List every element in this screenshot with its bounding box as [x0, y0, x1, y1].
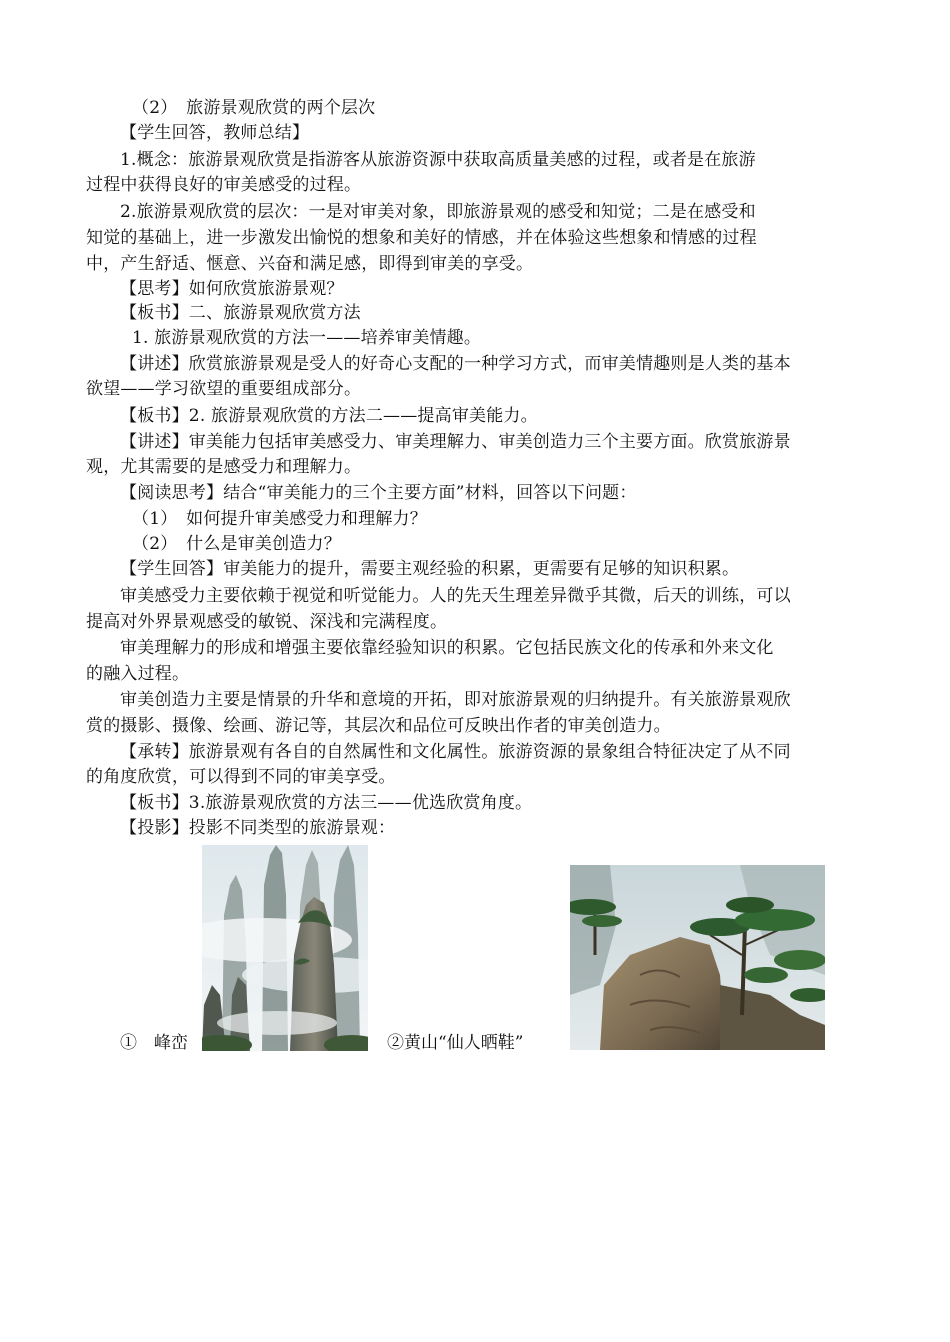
- text-line: 【板书】2. 旅游景观欣赏的方法二——提高审美能力。: [120, 406, 538, 426]
- figure-caption-1: ① 峰峦: [120, 1033, 188, 1053]
- text-line: 【投影】投影不同类型的旅游景观：: [120, 818, 396, 838]
- text-line: 【学生回答】审美能力的提升，需要主观经验的积累，更需要有足够的知识积累。: [120, 559, 740, 579]
- text-line: 【思考】如何欣赏旅游景观？: [120, 279, 344, 299]
- text-line: 【学生回答，教师总结】: [120, 123, 310, 143]
- text-line: 知觉的基础上，进一步激发出愉悦的想象和美好的情感，并在体验这些想象和情感的过程: [86, 228, 757, 248]
- text-line: （2） 旅游景观欣赏的两个层次: [132, 98, 376, 118]
- text-line: （1） 如何提升审美感受力和理解力？: [132, 509, 427, 529]
- figure-caption-2: ②黄山“仙人晒鞋”: [387, 1033, 524, 1053]
- text-line: 2.旅游景观欣赏的层次：一是对审美对象，即旅游景观的感受和知觉；二是在感受和: [120, 202, 756, 222]
- text-line: 1.概念：旅游景观欣赏是指游客从旅游资源中获取高质量美感的过程，或者是在旅游: [120, 150, 756, 170]
- text-line: 审美理解力的形成和增强主要依靠经验知识的积累。它包括民族文化的传承和外来文化: [120, 638, 774, 658]
- text-line: 的融入过程。: [86, 664, 190, 684]
- text-line: 赏的摄影、摄像、绘画、游记等，其层次和品位可反映出作者的审美创造力。: [86, 716, 671, 736]
- text-line: 【承转】旅游景观有各自的自然属性和文化属性。旅游资源的景象组合特征决定了从不同: [120, 742, 791, 762]
- text-line: 【讲述】审美能力包括审美感受力、审美理解力、审美创造力三个主要方面。欣赏旅游景: [120, 432, 791, 452]
- text-line: 1. 旅游景观欣赏的方法一——培养审美情趣。: [132, 328, 482, 348]
- text-line: 过程中获得良好的审美感受的过程。: [86, 175, 362, 195]
- text-line: （2） 什么是审美创造力？: [132, 534, 341, 554]
- text-line: 审美创造力主要是情景的升华和意境的开拓，即对旅游景观的归纳提升。有关旅游景观欣: [120, 690, 791, 710]
- text-line: 【板书】二、旅游景观欣赏方法: [120, 303, 361, 323]
- text-line: 观，尤其需要的是感受力和理解力。: [86, 457, 362, 477]
- text-line: 中，产生舒适、惬意、兴奋和满足感，即得到审美的享受。: [86, 254, 534, 274]
- text-line: 的角度欣赏，可以得到不同的审美享受。: [86, 767, 396, 787]
- text-line: 【阅读思考】结合“审美能力的三个主要方面”材料，回答以下问题：: [120, 483, 637, 503]
- text-line: 【讲述】欣赏旅游景观是受人的好奇心支配的一种学习方式，而审美情趣则是人类的基本: [120, 354, 791, 374]
- huangshan-pine-rock-image: [570, 865, 825, 1050]
- text-line: 【板书】3.旅游景观欣赏的方法三——优选欣赏角度。: [120, 793, 533, 813]
- text-line: 审美感受力主要依赖于视觉和听觉能力。人的先天生理差异微乎其微，后天的训练，可以: [120, 586, 791, 606]
- text-line: 欲望——学习欲望的重要组成部分。: [86, 379, 362, 399]
- text-line: 提高对外界景观感受的敏锐、深浅和完满程度。: [86, 612, 448, 632]
- mountain-peaks-image: [202, 845, 368, 1051]
